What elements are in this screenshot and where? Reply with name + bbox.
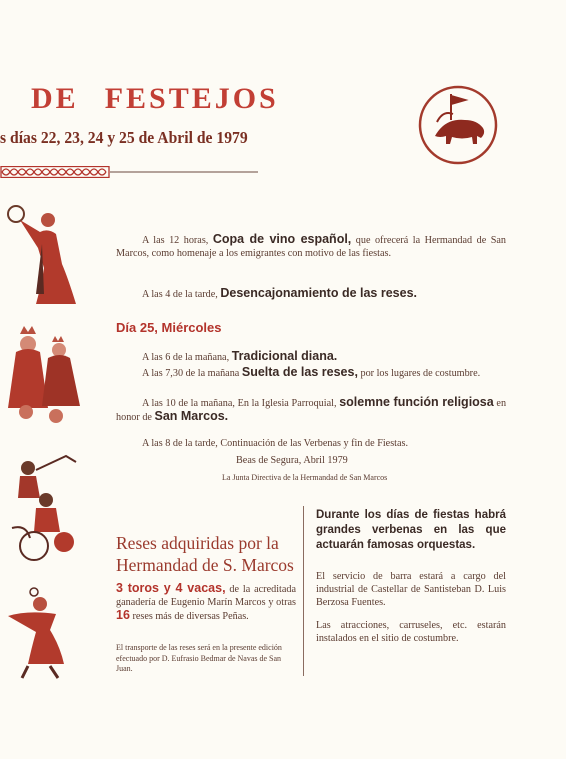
cattle-text2: reses más de diversas Peñas.	[132, 611, 249, 622]
p5-saint: San Marcos.	[154, 409, 229, 423]
program-item-release	[116, 366, 506, 380]
place-date: Beas de Segura, Abril 1979	[236, 455, 348, 466]
p4-time: A las 7,30 de la mañana	[142, 368, 240, 379]
p2-time: A las 4 de la tarde,	[142, 289, 218, 300]
cattle-extra-count: 16	[116, 608, 130, 622]
cattle-title: Reses adquiridas por la Hermandad de S. Marcos	[116, 533, 294, 575]
p4-highlight: Suelta de las reses,	[241, 365, 358, 379]
program-item-unboxing	[116, 287, 506, 301]
title-word-de: DE	[31, 82, 79, 115]
p1-time: A las 12 horas,	[142, 235, 209, 246]
cattle-count: 3 toros y 4 vacas,	[116, 581, 226, 595]
virgin-and-child-icon	[6, 322, 88, 427]
bar-service-text: El servicio de barra estará a cargo del industrial de Castellar de Santisteban D. Luis Berzosa Fuentes.	[316, 571, 506, 608]
dancer-with-tambourine-icon	[4, 204, 80, 309]
program-item-mass	[116, 396, 506, 424]
program-item-diana	[116, 350, 506, 364]
page-title	[31, 82, 279, 116]
p5-time: A las 10 de la mañana, En la Iglesia Parroquial,	[142, 398, 337, 409]
transport-note: El transporte de las reses será en la presente edición efectuado por D. Eufrasio Bedmar de Navas de San Juan.	[116, 643, 282, 673]
p5-highlight: solemne función religiosa	[339, 395, 494, 409]
ornamental-border	[0, 166, 260, 178]
cattle-paragraph	[116, 582, 296, 623]
folk-dancer-icon	[4, 584, 76, 679]
program-item-wine	[116, 233, 506, 260]
p3-time: A las 6 de la mañana,	[142, 352, 230, 363]
p2-highlight: Desencajonamiento de las reses.	[220, 286, 417, 300]
p5-text: en honor de	[116, 398, 507, 423]
cattle-text1: de la acreditada ganadería de Eugenio Marín Marcos y otras	[116, 584, 296, 608]
bull-emblem-icon	[415, 84, 501, 166]
day-heading: Día 25, Miércoles	[116, 320, 222, 335]
p1-highlight: Copa de vino español,	[212, 232, 352, 246]
title-word-festejos: FESTEJOS	[104, 82, 279, 115]
attractions-text: Las atracciones, carruseles, etc. estarán instalados en el sitio de costumbre.	[316, 620, 506, 644]
musicians-band-icon	[6, 450, 86, 570]
program-item-closing: A las 8 de la tarde, Continuación de las Verbenas y fin de Fiestas.	[142, 438, 409, 449]
verbenas-headline: Durante los días de fiestas habrá grandes verbenas en las que actuarán famosas orquestas.	[316, 509, 506, 551]
festival-dates: s días 22, 23, 24 y 25 de Abril de 1979	[0, 128, 248, 147]
column-divider	[303, 506, 304, 676]
p1-text: que ofrecerá la Hermandad de San Marcos, como homenaje a los emigrantes con motivo de las fiestas.	[116, 235, 506, 259]
p3-highlight: Tradicional diana.	[231, 349, 338, 363]
signature: La Junta Directiva de la Hermandad de San Marcos	[222, 473, 388, 482]
p4-text: por los lugares de costumbre.	[360, 368, 481, 379]
